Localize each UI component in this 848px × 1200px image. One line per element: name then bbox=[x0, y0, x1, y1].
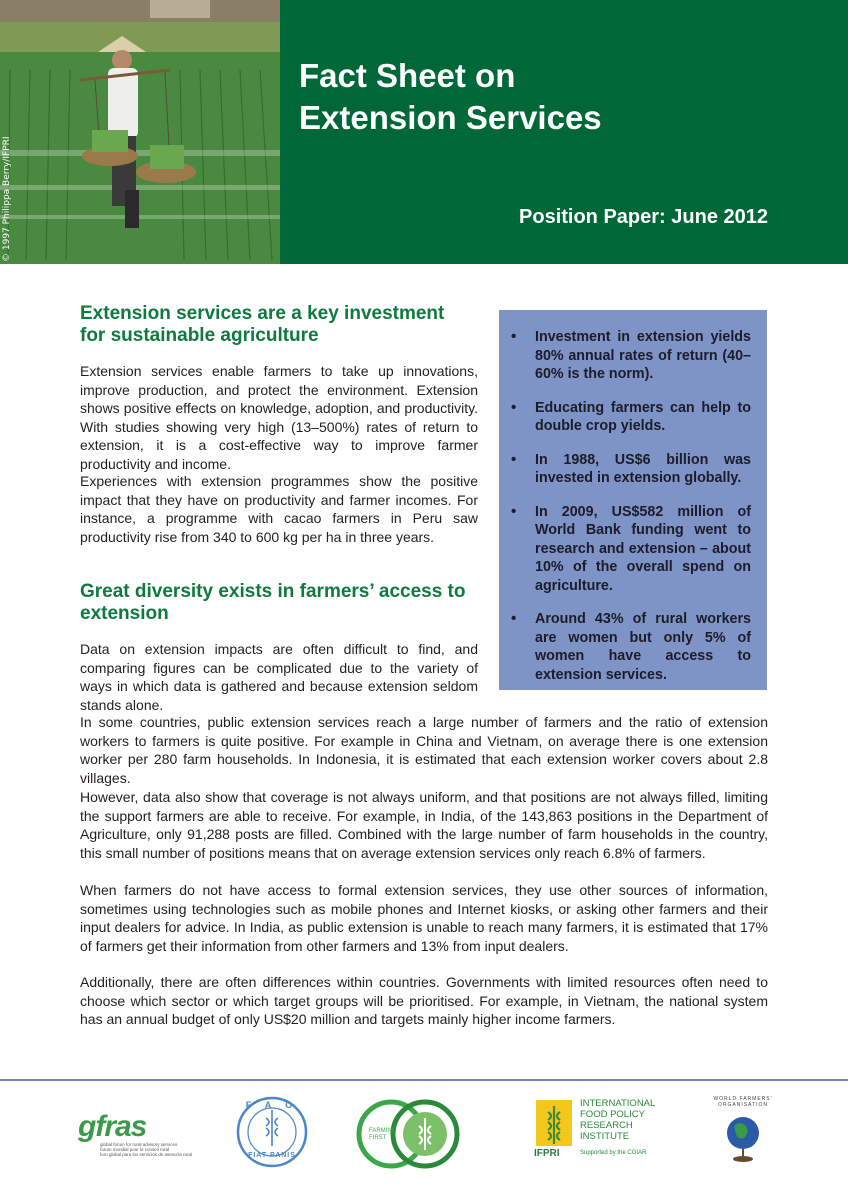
photo-credit: © 1997 Philippa Berry/IFPRI bbox=[2, 136, 12, 262]
key-fact-item: • In 1988, US$6 billion was invested in extension globally. bbox=[511, 451, 751, 488]
gfras-tagline-2: forum mondial pour le conseil rural bbox=[100, 1147, 170, 1152]
key-fact-item: • Around 43% of rural workers are women but only 5% of women have access to extension services. bbox=[511, 610, 751, 684]
key-facts-sidebar bbox=[499, 310, 767, 690]
section2-paragraph-4: When farmers do not have access to formal extension services, they use other sources of information, sometimes using technologies such as mobile phones and Internet kiosks, or asking other farmers and their input dealers for advice. In India, as public extension is unable to reach many farmers, it is estimated that 17% of farmers get their information from other farmers and 13% from input dealers. bbox=[80, 882, 768, 954]
section2-paragraph-3: However, data also show that coverage is not always uniform, and that positions are not always filled, limiting the support farmers are able to receive. For example, in India, of the 143,863 positions in the Department of Agriculture, only 91,288 posts are filled. Combined with the large number of farm households in the country, this small number of positions means that on average extension services only reach 6.8% of farmers. bbox=[80, 789, 768, 861]
header-photo bbox=[0, 0, 280, 264]
key-fact-item: • Investment in extension yields 80% annual rates of return (40–60% is the norm). bbox=[511, 328, 751, 384]
gfras-tagline-1: global forum for rural advisory services bbox=[100, 1142, 178, 1147]
farmer-photo-illustration bbox=[0, 0, 280, 264]
ifpri-supported: Supported by the CGIAR bbox=[580, 1150, 647, 1156]
section1-heading-line-2: for sustainable agriculture bbox=[80, 325, 319, 346]
ifpri-name-line-1: INTERNATIONAL bbox=[580, 1098, 656, 1109]
footer-divider bbox=[0, 1079, 848, 1081]
header bbox=[0, 0, 848, 264]
section2-paragraph-2: In some countries, public extension services reach a large number of farmers and the ratio of extension workers to farmers is quite positive. For example in China and Vietnam, on average there is one extension worker per 280 farm households. In Indonesia, it is estimated that each extension worker covers about 2.8 villages. bbox=[80, 714, 768, 786]
ifpri-name-line-2: FOOD POLICY bbox=[580, 1109, 645, 1120]
ifpri-name-line-4: INSTITUTE bbox=[580, 1131, 630, 1142]
wfo-name: WORLD FARMERS' ORGANISATION bbox=[713, 1096, 773, 1108]
gfras-logo bbox=[78, 1110, 193, 1162]
ifpri-name bbox=[580, 1098, 655, 1142]
section2-heading-line-2: extension bbox=[80, 603, 169, 624]
section2-heading bbox=[80, 581, 500, 625]
section2-heading-line-1: Great diversity exists in farmers’ access to bbox=[80, 581, 466, 602]
fao-initials: FAO bbox=[245, 1100, 307, 1110]
farming-first-wordmark: FARMING FIRST bbox=[369, 1128, 397, 1141]
gfras-wordmark: gfras bbox=[78, 1110, 147, 1143]
page-subtitle: Position Paper: June 2012 bbox=[519, 206, 768, 228]
section1-paragraph-1: Extension services enable farmers to take up innovations, improve production, and protect the environment. Extension shows positive effects on knowledge, adoption, and productivity. With studies showing very high (13–500%) rates of return to extension, it is a cost-effective way to improve farmer productivity and income. bbox=[80, 363, 478, 472]
ifpri-acronym: IFPRI bbox=[534, 1148, 560, 1159]
wfo-logo bbox=[706, 1096, 780, 1170]
gfras-tagline-3: foro global para los servicios de asesoría rural bbox=[100, 1152, 193, 1157]
ifpri-logo bbox=[534, 1098, 664, 1162]
farming-first-logo bbox=[355, 1098, 461, 1170]
key-fact-item: • In 2009, US$582 million of World Bank funding went to research and extension – about 10% of the overall spend on agriculture. bbox=[511, 503, 751, 596]
section1-heading bbox=[80, 303, 500, 347]
ifpri-wheat-icon bbox=[536, 1100, 572, 1154]
title-line-2: Extension Services bbox=[299, 99, 602, 136]
key-facts-list bbox=[511, 328, 751, 684]
section2-paragraph-1: Data on extension impacts are often difficult to find, and comparing figures can be complicated due to the variety of ways in which data is gathered and because extension seldom stands alone. bbox=[80, 641, 478, 713]
title-line-1: Fact Sheet on bbox=[299, 57, 516, 94]
ifpri-name-line-3: RESEARCH bbox=[580, 1120, 633, 1131]
page-title bbox=[299, 55, 799, 139]
section2-paragraph-5: Additionally, there are often differences within countries. Governments with limited resources often need to choose which sector or which target groups will be prioritised. For example, in Vietnam, the national system has an annual budget of only US$20 million and targets mainly higher income farmers. bbox=[80, 974, 768, 1027]
section1-heading-line-1: Extension services are a key investment bbox=[80, 303, 445, 324]
fao-motto: FIAT PANIS bbox=[248, 1152, 296, 1159]
fao-logo bbox=[236, 1096, 308, 1168]
section1-paragraph-2: Experiences with extension programmes show the positive impact that they have on productivity and farmer incomes. For instance, a programme with cacao farmers in Peru saw productivity rise from 340 to 600 kg per ha in three years. bbox=[80, 473, 478, 545]
key-fact-item: • Educating farmers can help to double crop yields. bbox=[511, 399, 751, 436]
